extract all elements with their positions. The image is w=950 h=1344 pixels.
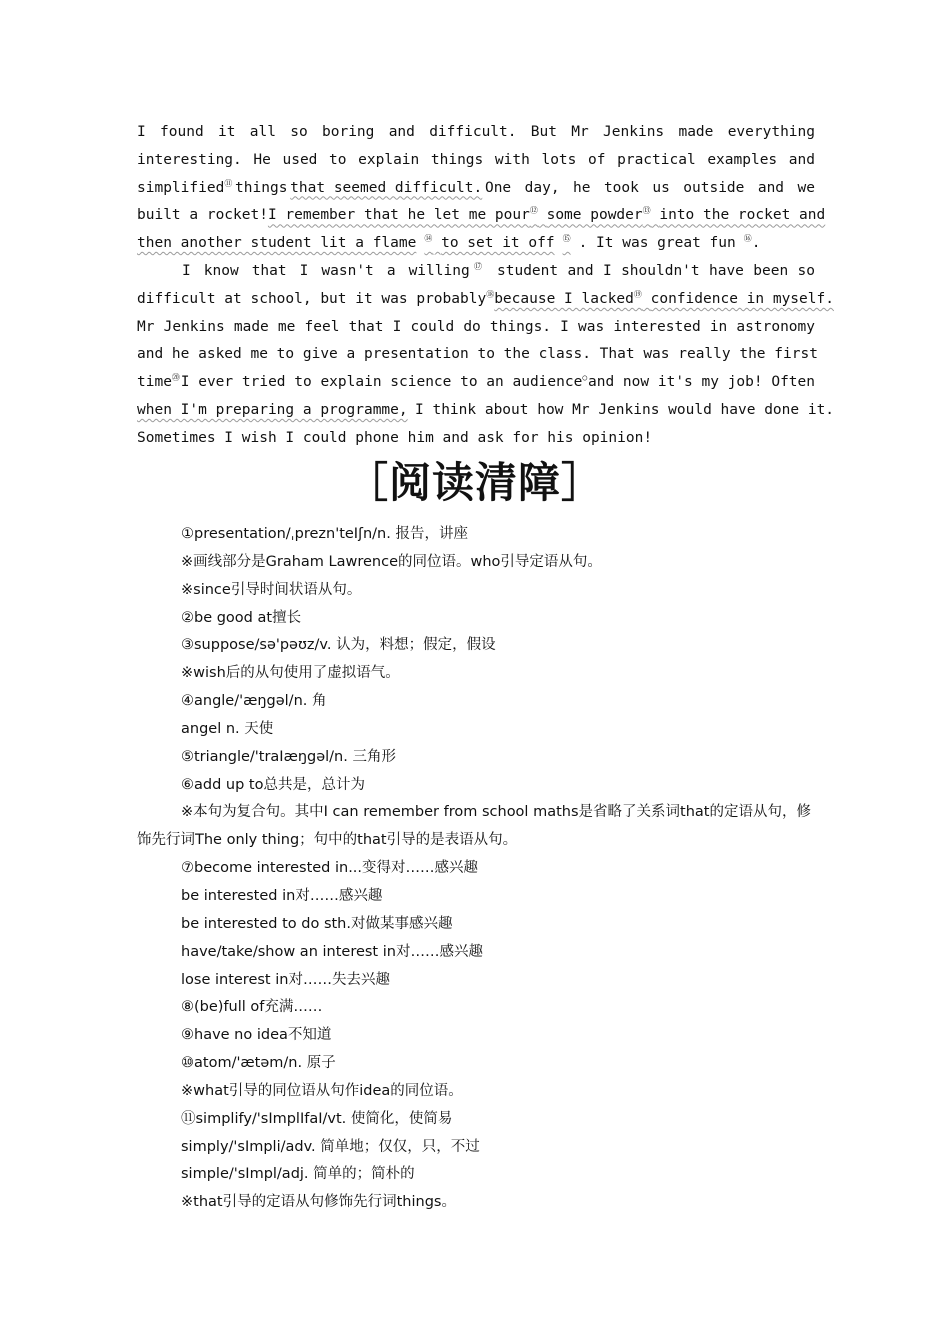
section-heading: ［阅读清障］ — [345, 458, 604, 507]
note-item: ⑧(be)full of充满…… — [181, 999, 323, 1016]
underlined-phrase: I remember that he let me pour⑫ some powder⑬ into the rocket and — [267, 206, 826, 224]
footnote-marker: ⑬ — [642, 206, 651, 216]
note-item: lose interest in对……失去兴趣 — [181, 971, 390, 988]
note-item: ※画线部分是Graham Lawrence的同位语。who引导定语从句。 — [181, 553, 602, 570]
note-item: ⑥add up to总共是，总计为 — [181, 776, 365, 793]
text-segment: I know that I wasn't a willing⑰ — [182, 262, 482, 279]
text-segment: simplified⑪ — [137, 178, 233, 196]
note-item: simply/'sImpli/adv. 简单地；仅仅，只，不过 — [181, 1138, 480, 1155]
note-item: ⑩atom/'ætəm/n. 原子 — [181, 1055, 336, 1072]
note-item: ※since引导时间状语从句。 — [181, 581, 362, 598]
note-item: ④angle/'æŋgəl/n. 角 — [181, 693, 327, 710]
text-line — [137, 397, 835, 425]
note-item: have/take/show an interest in对……感兴趣 — [181, 943, 483, 960]
footnote-marker: ⑮ — [562, 234, 571, 244]
text-line — [137, 314, 815, 342]
text-segment: I found it all so boring and difficult. But Mr Jenkins made everything — [137, 124, 815, 140]
note-item: ⑪simplify/'sImplIfaI/vt. 使简化，使简易 — [181, 1110, 453, 1127]
note-item: be interested to do sth.对做某事感兴趣 — [181, 915, 453, 932]
note-item: ※wish后的从句使用了虚拟语气。 — [181, 665, 400, 682]
text-line — [137, 119, 815, 147]
note-item: ※what引导的同位语从句作idea的同位语。 — [181, 1082, 463, 1099]
footnote-marker: ○ — [582, 373, 588, 383]
note-item: ※本句为复合句。其中I can remember from school maths是省略了关系词that的定语从句，修饰先行词The only thing；句中的that引导的是表语从句。 — [137, 804, 811, 849]
text-segment: and he asked me to give a presentation to the class. That was really the first — [137, 346, 818, 363]
note-item: ⑨have no idea不知道 — [181, 1027, 332, 1044]
note-item: ②be good at擅长 — [181, 609, 302, 626]
text-segment: . It was great fun ⑯. — [578, 234, 761, 252]
text-segment: things — [235, 179, 288, 196]
footnote-marker: ⑲ — [633, 289, 642, 299]
text-line — [137, 147, 815, 175]
underlined-phrase: then another student lit a flame ⑭ to set it off ⑮ — [137, 234, 571, 252]
note-item: ⑤triangle/'traIæŋgəl/n. 三角形 — [181, 748, 396, 765]
note-item: ※that引导的定语从句修饰先行词things。 — [181, 1194, 456, 1211]
footnote-marker: ⑱ — [486, 289, 495, 299]
vocabulary-notes — [137, 521, 817, 1217]
text-segment: I think about how Mr Jenkins would have done it. — [415, 401, 835, 418]
footnote-marker: ⑯ — [743, 234, 752, 244]
footnote-marker: ⑰ — [469, 262, 482, 271]
text-line — [137, 258, 815, 286]
underlined-phrase: when I'm preparing a programme, — [137, 401, 408, 418]
text-line — [137, 286, 834, 314]
text-segment: One day, he took us outside and we — [484, 179, 815, 196]
note-item: angel n. 天使 — [181, 720, 274, 737]
text-segment: student and I shouldn't have been so — [497, 263, 815, 279]
text-segment: Sometimes I wish I could phone him and ask for his opinion! — [137, 429, 653, 446]
text-segment: interesting. He used to explain things with lots of practical examples and — [137, 151, 815, 168]
passage-paragraph-1 — [137, 119, 826, 258]
passage-paragraph-2 — [137, 258, 835, 453]
text-segment: difficult at school, but it was probably⑱ — [137, 289, 495, 307]
text-line — [137, 425, 815, 453]
underlined-phrase: because I lacked⑲ confidence in myself. — [494, 289, 834, 307]
text-segment: and now it's my job! Often — [588, 374, 815, 391]
footnote-marker: ⑫ — [529, 206, 538, 216]
note-item: ③suppose/sə'pəʊz/v. 认为，料想；假定，假设 — [181, 637, 496, 654]
note-item: ⑦become interested in...变得对……感兴趣 — [181, 860, 479, 877]
note-item: simple/'sImpl/adj. 简单的；简朴的 — [181, 1166, 415, 1183]
text-segment: Mr Jenkins made me feel that I could do things. I was interested in astronomy — [137, 318, 815, 335]
text-line — [137, 175, 815, 203]
text-segment: time⑳ — [137, 373, 180, 391]
footnote-marker: ⑭ — [424, 234, 433, 244]
text-line — [137, 230, 815, 258]
text-line — [137, 202, 826, 230]
footnote-marker: ⑳ — [171, 373, 180, 383]
note-item: ①presentation/ˌprezn'teIʃn/n. 报告，讲座 — [181, 526, 468, 542]
footnote-marker: ⑪ — [224, 178, 233, 188]
text-segment: I ever tried to explain science to an audience○ — [180, 373, 588, 391]
text-segment: built a rocket! — [137, 207, 268, 224]
text-line — [137, 369, 815, 397]
text-line — [137, 341, 818, 369]
underlined-phrase: that seemed difficult. — [290, 179, 483, 196]
note-item: be interested in对……感兴趣 — [181, 887, 383, 904]
